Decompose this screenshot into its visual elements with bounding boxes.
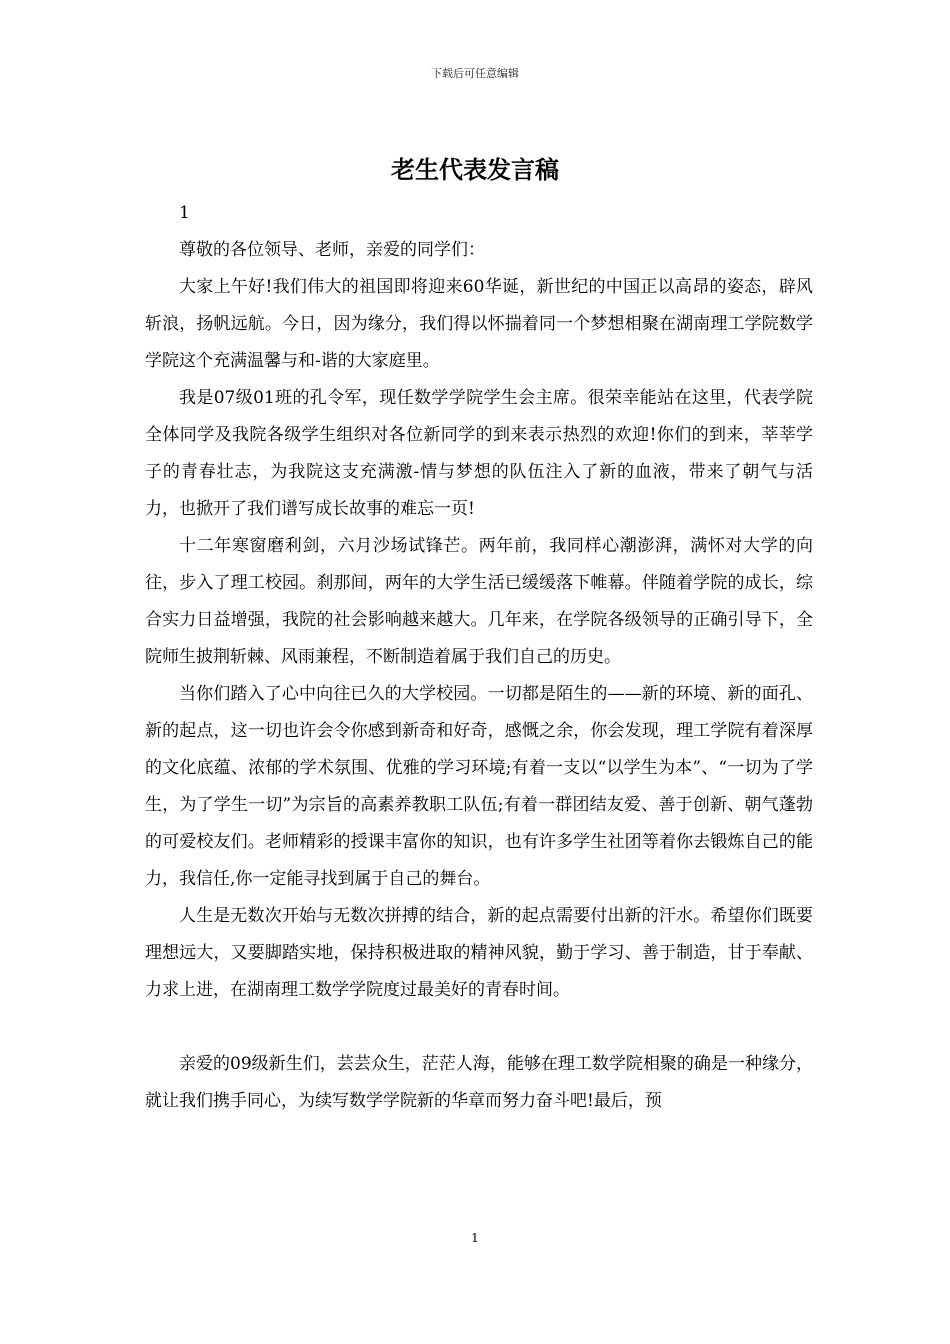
paragraph: 当你们踏入了心中向往已久的大学校园。一切都是陌生的——新的环境、新的面孔、新的起点，这一切也许会令你感到新奇和好奇，感慨之余，你会发现，理工学院有着深厚的文化底蕴、浓郁的学术氛围、优雅的学习环境;有着一支以“以学生为本”、“一切为了学生，为了学生一切”为宗旨的高素养教职工队伍;有着一群团结友爱、善于创新、朝气蓬勃的可爱校友们。老师精彩的授课丰富你的知识，也有许多学生社团等着你去锻炼自己的能力，我信任,你一定能寻找到属于自己的舞台。 xyxy=(145,684,813,889)
document-title: 老生代表发言稿 xyxy=(391,155,559,184)
paragraph: 人生是无数次开始与无数次拼搏的结合，新的起点需要付出新的汗水。希望你们既要理想远大，又要脚踏实地，保持积极进取的精神风貌，勤于学习、善于制造，甘于奉献、力求上进，在湖南理工数学学院度过最美好的青春时间。 xyxy=(145,906,813,1000)
paragraph: 大家上午好!我们伟大的祖国即将迎来60华诞，新世纪的中国正以高昂的姿态，辟风斩浪，扬帆远航。今日，因为缘分，我们得以怀揣着同一个梦想相聚在湖南理工学院数学学院这个充满温馨与和-谐的大家庭里。 xyxy=(145,277,813,371)
paragraph: 十二年寒窗磨利剑，六月沙场试锋芒。两年前，我同样心潮澎湃，满怀对大学的向往，步入了理工校园。刹那间，两年的大学生活已缓缓落下帷幕。伴随着学院的成长，综合实力日益增强，我院的社会影响越来越大。几年来，在学院各级领导的正确引导下，全院师生披荆斩棘、风雨兼程，不断制造着属于我们自己的历史。 xyxy=(145,536,813,667)
header-note: 下载后可任意编辑 xyxy=(431,67,519,80)
paragraph: 亲爱的09级新生们，芸芸众生，茫茫人海，能够在理工数学院相聚的确是一种缘分，就让我们携手同心，为续写数学学院新的华章而努力奋斗吧!最后，预 xyxy=(145,1054,813,1111)
document-body xyxy=(145,195,813,1120)
page-number: 1 xyxy=(471,1231,479,1245)
paragraph: 我是07级01班的孔令军，现任数学学院学生会主席。很荣幸能站在这里，代表学院全体同学及我院各级学生组织对各位新同学的到来表示热烈的欢迎!你们的到来，莘莘学子的青春壮志，为我院这支充满激-情与梦想的队伍注入了新的血液，带来了朝气与活力，也掀开了我们谱写成长故事的难忘一页! xyxy=(145,388,813,519)
paragraph-number: 1 xyxy=(179,203,190,223)
paragraph-salutation: 尊敬的各位领导、老师，亲爱的同学们： xyxy=(179,240,485,260)
